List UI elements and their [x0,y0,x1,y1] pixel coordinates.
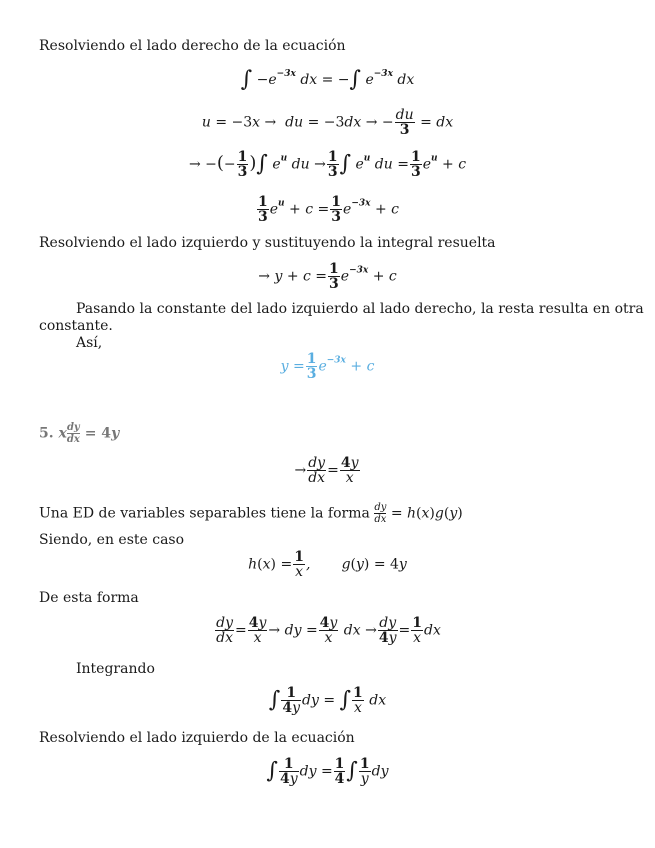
paragraph-constant: Pasando la constante del lado izquierdo al lado derecho, la resta resulta en otra [76,301,644,317]
equation-integrate-both: ∫ $\frac{1}{4y}$ dy = ∫ $\frac{1}{x}$ dx [268,685,387,716]
equation-integral-right: ∫ $-e^{-3x}$ dx = −∫ $e^{-3x}$ dx [240,67,415,92]
equation-substituted-integral: → −(− $\frac{1}{3}$ )∫ $e^u$ du → $\frac{1}{3}$ ∫ $e^u$ du = $\frac{1}{3}$ $e^u + c$ [188,149,467,180]
paragraph-left-side-equation: Resolviendo el lado izquierdo de la ecuación [39,730,355,746]
paragraph-left-side: Resolviendo el lado izquierdo y sustituyendo la integral resuelta [39,235,496,251]
problem-5-heading: 5. x $\frac{dy}{dx}$ = 4y [39,422,120,445]
separable-form-text: Una ED de variables separables tiene la forma [39,505,370,522]
paragraph-this-way: De esta forma [39,590,139,606]
equation-separated-form: → $\frac{dy}{dx}$ = $\frac{4y}{x}$ [294,455,359,486]
paragraph-thus: Así, [76,335,103,351]
problem-number: 5. [39,425,54,442]
equation-h-g-functions: h(x) = $\frac{1}{x}$ , g(y) = 4y [248,549,407,580]
equation-substitution: u = −3x → du = −3dx → − $\frac{du}{3}$ = dx [201,107,454,138]
equation-separation-steps: $\frac{dy}{dx}$ = $\frac{4y}{x}$ → dy = $\frac{4y}{x}$ dx → $\frac{dy}{4y}$ = $\frac{1}{x}$ dx [216,615,441,646]
paragraph-in-this-case: Siendo, en este caso [39,532,185,548]
equation-left-integral: ∫ $\frac{1}{4y}$ dy = $\frac{1}{4}$ ∫ $\frac{1}{y}$ dy [266,756,389,787]
paragraph-constant-cont: constante. [39,318,113,334]
paragraph-integrating: Integrando [76,661,155,677]
equation-final-answer: y = $\frac{1}{3}$ $e^{-3x} + c$ [280,351,375,382]
paragraph-right-side: Resolviendo el lado derecho de la ecuación [39,38,346,54]
paragraph-separable-form: Una ED de variables separables tiene la forma $\frac{dy}{dx}$ = h(x)g(y) [39,502,463,525]
equation-back-substitution: $\frac{1}{3}$ $e^u + c$ = $\frac{1}{3}$ $e^{-3x} + c$ [258,194,399,225]
equation-combined: → y + c = $\frac{1}{3}$ $e^{-3x} + c$ [258,261,397,292]
